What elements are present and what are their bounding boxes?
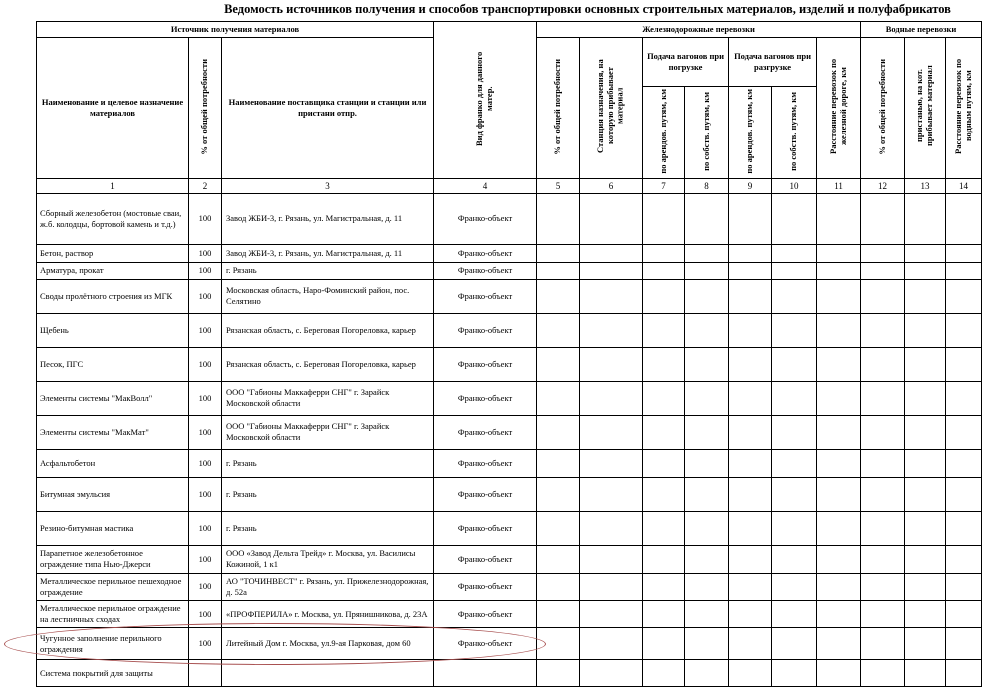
material-name-cell: Сборный железобетон (мостовые сваи, ж.б. колодцы, бортовой камень и т.д.) — [37, 193, 189, 244]
col-rail-pct: % от общей потребности — [537, 37, 580, 178]
franco-cell: Франко-объект — [434, 449, 537, 477]
empty-cell — [729, 600, 772, 627]
table-row — [37, 600, 982, 627]
empty-cell — [729, 628, 772, 660]
supplier-cell: Литейный Дом г. Москва, ул.9-ая Парковая, дом 60 — [222, 628, 434, 660]
empty-cell — [537, 244, 580, 262]
empty-cell — [817, 244, 861, 262]
group-loading: Подача вагонов при погрузке — [643, 37, 729, 86]
empty-cell — [772, 279, 817, 313]
franco-cell: Франко-объект — [434, 511, 537, 545]
empty-cell — [643, 279, 685, 313]
material-name-cell: Система покрытий для защиты — [37, 660, 189, 687]
empty-cell — [817, 628, 861, 660]
empty-cell — [905, 262, 946, 279]
franco-cell: Франко-объект — [434, 279, 537, 313]
col-number: 14 — [946, 178, 982, 193]
materials-table — [36, 21, 982, 687]
col-supplier: Наименование поставщика станции и станции или пристани отпр. — [222, 37, 434, 178]
empty-cell — [772, 313, 817, 347]
col-number: 6 — [580, 178, 643, 193]
empty-cell — [817, 449, 861, 477]
table-row — [37, 660, 982, 687]
col-unload-rented: по арендов. путям, км — [729, 86, 772, 178]
col-water-distance: Расстояние перевозок по водным путям, км — [946, 37, 982, 178]
empty-cell — [729, 477, 772, 511]
table-row — [37, 193, 982, 244]
empty-cell — [729, 244, 772, 262]
empty-cell — [946, 279, 982, 313]
empty-cell — [817, 600, 861, 627]
empty-cell — [729, 449, 772, 477]
empty-cell — [905, 449, 946, 477]
empty-cell — [685, 545, 729, 573]
empty-cell — [817, 545, 861, 573]
empty-cell — [537, 347, 580, 381]
franco-cell: Франко-объект — [434, 545, 537, 573]
col-number: 11 — [817, 178, 861, 193]
col-number: 8 — [685, 178, 729, 193]
table-row — [37, 628, 982, 660]
empty-cell — [537, 628, 580, 660]
empty-cell — [905, 193, 946, 244]
empty-cell — [685, 573, 729, 600]
empty-cell — [537, 449, 580, 477]
empty-cell — [580, 244, 643, 262]
table-row — [37, 449, 982, 477]
supplier-cell: Рязанская область, с. Береговая Погореловка, карьер — [222, 347, 434, 381]
percent-cell: 100 — [189, 600, 222, 627]
material-name-cell: Асфальтобетон — [37, 449, 189, 477]
empty-cell — [685, 262, 729, 279]
empty-cell — [817, 313, 861, 347]
empty-cell — [817, 511, 861, 545]
empty-cell — [817, 660, 861, 687]
material-name-cell: Щебень — [37, 313, 189, 347]
material-name-cell: Песок, ПГС — [37, 347, 189, 381]
franco-cell — [434, 660, 537, 687]
empty-cell — [537, 477, 580, 511]
table-row — [37, 381, 982, 415]
empty-cell — [772, 415, 817, 449]
empty-cell — [580, 600, 643, 627]
franco-cell: Франко-объект — [434, 415, 537, 449]
supplier-cell: г. Рязань — [222, 511, 434, 545]
col-unload-own: по собств. путям, км — [772, 86, 817, 178]
empty-cell — [817, 347, 861, 381]
empty-cell — [861, 347, 905, 381]
empty-cell — [537, 262, 580, 279]
empty-cell — [946, 511, 982, 545]
empty-cell — [580, 415, 643, 449]
material-name-cell: Арматура, прокат — [37, 262, 189, 279]
empty-cell — [729, 313, 772, 347]
empty-cell — [861, 449, 905, 477]
empty-cell — [643, 415, 685, 449]
empty-cell — [685, 381, 729, 415]
empty-cell — [817, 415, 861, 449]
table-body — [37, 193, 982, 686]
empty-cell — [685, 628, 729, 660]
empty-cell — [729, 545, 772, 573]
empty-cell — [946, 600, 982, 627]
empty-cell — [861, 381, 905, 415]
empty-cell — [861, 600, 905, 627]
empty-cell — [729, 347, 772, 381]
empty-cell — [685, 477, 729, 511]
empty-cell — [817, 381, 861, 415]
table-row — [37, 545, 982, 573]
empty-cell — [729, 262, 772, 279]
empty-cell — [685, 511, 729, 545]
group-source: Источник получения материалов — [37, 22, 434, 38]
table-row — [37, 262, 982, 279]
material-name-cell: Элементы системы "МакМат" — [37, 415, 189, 449]
empty-cell — [861, 415, 905, 449]
franco-cell: Франко-объект — [434, 381, 537, 415]
empty-cell — [905, 545, 946, 573]
empty-cell — [946, 628, 982, 660]
empty-cell — [946, 347, 982, 381]
franco-cell: Франко-объект — [434, 600, 537, 627]
supplier-cell: г. Рязань — [222, 449, 434, 477]
group-header-row — [37, 22, 982, 38]
empty-cell — [905, 477, 946, 511]
percent-cell: 100 — [189, 313, 222, 347]
col-number: 4 — [434, 178, 537, 193]
empty-cell — [580, 511, 643, 545]
empty-cell — [817, 279, 861, 313]
supplier-cell: ООО "Габионы Маккаферри СНГ" г. Зарайск Московской области — [222, 415, 434, 449]
percent-cell: 100 — [189, 347, 222, 381]
empty-cell — [946, 244, 982, 262]
empty-cell — [643, 347, 685, 381]
empty-cell — [685, 449, 729, 477]
empty-cell — [643, 600, 685, 627]
material-name-cell: Чугунное заполнение перильного ограждения — [37, 628, 189, 660]
empty-cell — [861, 573, 905, 600]
empty-cell — [729, 381, 772, 415]
page-title: Ведомость источников получения и способов транспортировки основных строительных материалов, изделий и полуфабрикатов — [224, 2, 951, 16]
empty-cell — [905, 415, 946, 449]
table-row — [37, 511, 982, 545]
empty-cell — [643, 313, 685, 347]
empty-cell — [643, 381, 685, 415]
empty-cell — [905, 573, 946, 600]
empty-cell — [861, 545, 905, 573]
franco-cell: Франко-объект — [434, 193, 537, 244]
material-name-cell: Металлическое перильное пешеходное ограждение — [37, 573, 189, 600]
empty-cell — [643, 660, 685, 687]
empty-cell — [817, 477, 861, 511]
empty-cell — [772, 347, 817, 381]
table-row — [37, 279, 982, 313]
empty-cell — [946, 415, 982, 449]
empty-cell — [905, 600, 946, 627]
col-number: 5 — [537, 178, 580, 193]
empty-cell — [537, 279, 580, 313]
col-name: Наименование и целевое назначение материалов — [37, 37, 189, 178]
empty-cell — [580, 347, 643, 381]
empty-cell — [861, 279, 905, 313]
empty-cell — [537, 193, 580, 244]
empty-cell — [580, 449, 643, 477]
franco-cell: Франко-объект — [434, 262, 537, 279]
percent-cell: 100 — [189, 415, 222, 449]
empty-cell — [905, 511, 946, 545]
empty-cell — [580, 193, 643, 244]
empty-cell — [729, 193, 772, 244]
material-name-cell: Металлическое перильное ограждение на лестничных сходах — [37, 600, 189, 627]
material-name-cell: Парапетное железобетонное ограждение типа Нью-Джерси — [37, 545, 189, 573]
supplier-cell: ООО "Габионы Маккаферри СНГ" г. Зарайск Московской области — [222, 381, 434, 415]
material-name-cell: Своды пролётного строения из МГК — [37, 279, 189, 313]
empty-cell — [946, 381, 982, 415]
franco-cell: Франко-объект — [434, 477, 537, 511]
table-row — [37, 313, 982, 347]
col-number: 2 — [189, 178, 222, 193]
table-row — [37, 415, 982, 449]
empty-cell — [643, 573, 685, 600]
percent-cell: 100 — [189, 511, 222, 545]
material-name-cell: Бетон, раствор — [37, 244, 189, 262]
franco-cell: Франко-объект — [434, 573, 537, 600]
group-water: Водные перевозки — [861, 22, 982, 38]
material-name-cell: Битумная эмульсия — [37, 477, 189, 511]
col-number: 9 — [729, 178, 772, 193]
empty-cell — [946, 313, 982, 347]
empty-cell — [905, 313, 946, 347]
material-name-cell: Элементы системы "МакВолл" — [37, 381, 189, 415]
empty-cell — [537, 415, 580, 449]
empty-cell — [861, 193, 905, 244]
empty-cell — [861, 477, 905, 511]
empty-cell — [946, 545, 982, 573]
empty-cell — [537, 545, 580, 573]
empty-cell — [580, 477, 643, 511]
empty-cell — [772, 477, 817, 511]
col-number: 12 — [861, 178, 905, 193]
franco-cell: Франко-объект — [434, 313, 537, 347]
empty-cell — [685, 660, 729, 687]
table-row — [37, 477, 982, 511]
empty-cell — [580, 628, 643, 660]
supplier-cell: Завод ЖБИ-3, г. Рязань, ул. Магистральная, д. 11 — [222, 244, 434, 262]
empty-cell — [772, 660, 817, 687]
empty-cell — [946, 477, 982, 511]
percent-cell: 100 — [189, 262, 222, 279]
empty-cell — [946, 660, 982, 687]
table-row — [37, 573, 982, 600]
supplier-cell: г. Рязань — [222, 262, 434, 279]
empty-cell — [537, 660, 580, 687]
empty-cell — [685, 313, 729, 347]
percent-cell: 100 — [189, 477, 222, 511]
empty-cell — [946, 573, 982, 600]
empty-cell — [905, 279, 946, 313]
percent-cell — [189, 660, 222, 687]
empty-cell — [729, 660, 772, 687]
group-unloading: Подача вагонов при разгрузке — [729, 37, 817, 86]
empty-cell — [580, 381, 643, 415]
empty-cell — [643, 628, 685, 660]
empty-cell — [772, 381, 817, 415]
empty-cell — [861, 313, 905, 347]
empty-cell — [685, 600, 729, 627]
empty-cell — [772, 244, 817, 262]
col-pier: пристанью, на кот. прибывает материал — [905, 37, 946, 178]
empty-cell — [946, 449, 982, 477]
empty-cell — [643, 511, 685, 545]
empty-cell — [905, 244, 946, 262]
col-dest-station: Станция назначения, на которую прибывает материал — [580, 37, 643, 178]
empty-cell — [772, 600, 817, 627]
empty-cell — [905, 347, 946, 381]
empty-cell — [643, 244, 685, 262]
empty-cell — [861, 511, 905, 545]
empty-cell — [685, 347, 729, 381]
empty-cell — [580, 313, 643, 347]
supplier-cell: Рязанская область, с. Береговая Погореловка, карьер — [222, 313, 434, 347]
empty-cell — [729, 573, 772, 600]
empty-cell — [772, 193, 817, 244]
col-number: 1 — [37, 178, 189, 193]
empty-cell — [685, 193, 729, 244]
empty-cell — [580, 573, 643, 600]
col-number: 13 — [905, 178, 946, 193]
franco-cell: Франко-объект — [434, 244, 537, 262]
supplier-cell: Завод ЖБИ-3, г. Рязань, ул. Магистральная, д. 11 — [222, 193, 434, 244]
empty-cell — [817, 573, 861, 600]
empty-cell — [861, 244, 905, 262]
material-name-cell: Резино-битумная мастика — [37, 511, 189, 545]
supplier-cell: ООО «Завод Дельта Трейд» г. Москва, ул. Василисы Кожиной, 1 к1 — [222, 545, 434, 573]
col-number: 10 — [772, 178, 817, 193]
empty-cell — [729, 279, 772, 313]
franco-cell: Франко-объект — [434, 347, 537, 381]
empty-cell — [537, 381, 580, 415]
percent-cell: 100 — [189, 381, 222, 415]
empty-cell — [537, 600, 580, 627]
supplier-cell — [222, 660, 434, 687]
supplier-cell: г. Рязань — [222, 477, 434, 511]
col-rail-distance: Расстояние перевозок по железной дороге, км — [817, 37, 861, 178]
empty-cell — [817, 262, 861, 279]
table-row — [37, 244, 982, 262]
col-pct: % от общей потребности — [189, 37, 222, 178]
empty-cell — [537, 313, 580, 347]
percent-cell: 100 — [189, 244, 222, 262]
empty-cell — [580, 262, 643, 279]
empty-cell — [905, 381, 946, 415]
empty-cell — [685, 279, 729, 313]
percent-cell: 100 — [189, 279, 222, 313]
empty-cell — [772, 628, 817, 660]
supplier-cell: «ПРОФПЕРИЛА» г. Москва, ул. Прянишникова, д. 23А — [222, 600, 434, 627]
empty-cell — [861, 628, 905, 660]
col-load-rented: по арендов. путям, км — [643, 86, 685, 178]
table-row — [37, 347, 982, 381]
col-number: 3 — [222, 178, 434, 193]
supplier-cell: АО "ТОЧИНВЕСТ" г. Рязань, ул. Прижелезнодорожная, д. 52а — [222, 573, 434, 600]
table-header — [37, 22, 982, 194]
empty-cell — [905, 628, 946, 660]
empty-cell — [817, 193, 861, 244]
empty-cell — [946, 262, 982, 279]
col-number: 7 — [643, 178, 685, 193]
col-load-own: по собств. путям, км — [685, 86, 729, 178]
empty-cell — [729, 511, 772, 545]
empty-cell — [861, 262, 905, 279]
empty-cell — [946, 193, 982, 244]
empty-cell — [643, 477, 685, 511]
empty-cell — [643, 449, 685, 477]
percent-cell: 100 — [189, 573, 222, 600]
empty-cell — [580, 545, 643, 573]
percent-cell: 100 — [189, 545, 222, 573]
percent-cell: 100 — [189, 193, 222, 244]
franco-cell: Франко-объект — [434, 628, 537, 660]
empty-cell — [643, 545, 685, 573]
group-rail: Железнодорожные перевозки — [537, 22, 861, 38]
empty-cell — [643, 262, 685, 279]
empty-cell — [537, 511, 580, 545]
col-franco: Вид франко для данного матер. — [434, 22, 537, 179]
empty-cell — [861, 660, 905, 687]
empty-cell — [537, 573, 580, 600]
empty-cell — [772, 262, 817, 279]
empty-cell — [772, 545, 817, 573]
percent-cell: 100 — [189, 449, 222, 477]
empty-cell — [905, 660, 946, 687]
column-number-row — [37, 178, 982, 193]
empty-cell — [729, 415, 772, 449]
empty-cell — [685, 244, 729, 262]
col-water-pct: % от общей потребности — [861, 37, 905, 178]
supplier-cell: Московская область, Наро-Фоминский район, пос. Селятино — [222, 279, 434, 313]
empty-cell — [685, 415, 729, 449]
empty-cell — [580, 279, 643, 313]
empty-cell — [772, 511, 817, 545]
percent-cell: 100 — [189, 628, 222, 660]
empty-cell — [580, 660, 643, 687]
empty-cell — [772, 573, 817, 600]
empty-cell — [643, 193, 685, 244]
empty-cell — [772, 449, 817, 477]
